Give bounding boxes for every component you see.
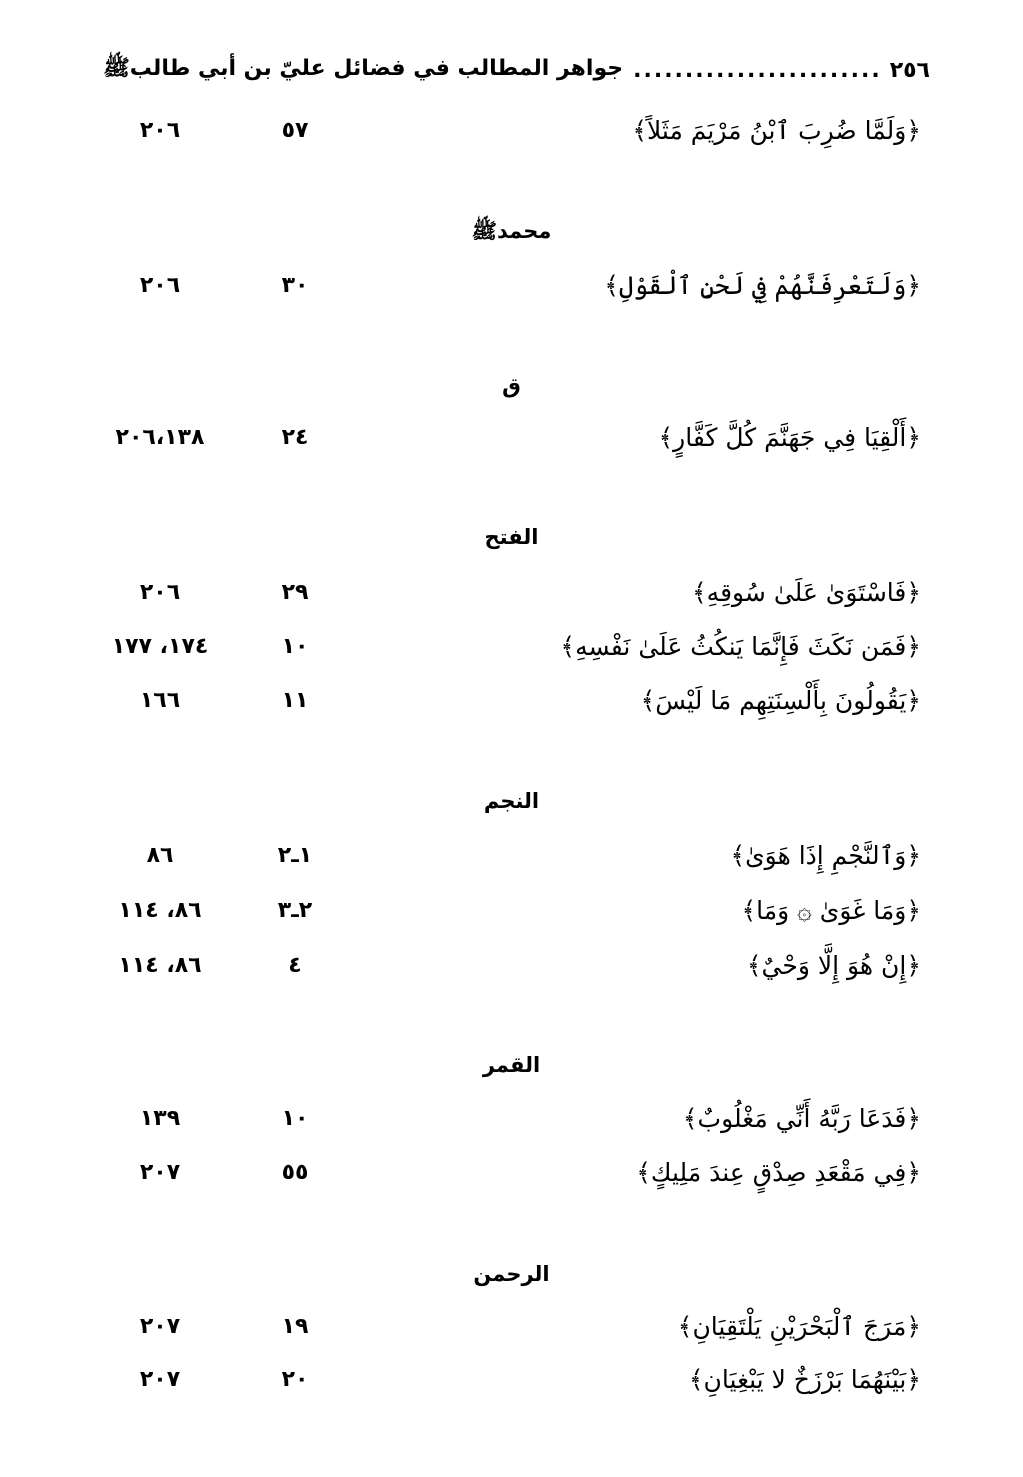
page-references: ١٣٩ (139, 1106, 181, 1131)
verse-text: ﴿فَمَن نَكَثَ فَإِنَّمَا يَنكُثُ عَلَىٰ نَفْسِهِ﴾ (560, 632, 921, 661)
verse-text: ﴿مَرَجَ ٱلْبَحْرَيْنِ يَلْتَقِيَانِ﴾ (677, 1312, 921, 1341)
verse-text: ﴿وَلَمَّا ضُرِبَ ٱبْنُ مَرْيَمَ مَثَلاً﴾ (632, 116, 921, 145)
surah-heading: الرحمن (473, 1262, 550, 1286)
verse-text: ﴿فِي مَقْعَدِ صِدْقٍ عِندَ مَلِيكٍ﴾ (636, 1158, 921, 1187)
ayah-number: ١٠ (281, 1106, 309, 1131)
surah-heading: محمدﷺ (471, 219, 552, 243)
page-references: ٨٦، ١١٤ (118, 898, 202, 923)
page-references: ٨٦، ١١٤ (118, 953, 202, 978)
index-row (0, 1312, 1023, 1356)
surah-heading: النجم (483, 789, 540, 813)
verse-text: ﴿وَمَا غَوَىٰ ۞ وَمَا﴾ (741, 896, 921, 925)
page-header (95, 50, 930, 90)
ayah-number: ٢٠ (281, 1367, 309, 1392)
index-row (0, 116, 1023, 160)
ayah-number: ٢٩ (281, 580, 309, 605)
surah-heading: القمر (482, 1053, 541, 1077)
page-number: ٢٥٦ (889, 57, 930, 83)
verse-text: ﴿وَٱلنَّجْمِ إِذَا هَوَىٰ﴾ (730, 841, 921, 870)
page-references: ٢٠٦ (139, 273, 181, 298)
ayah-number: ٢ـ٣ (277, 898, 313, 923)
index-row (0, 423, 1023, 467)
ayah-number: ٥٥ (281, 1160, 309, 1185)
ayah-number: ٣٠ (281, 273, 309, 298)
index-row (0, 271, 1023, 315)
index-row (0, 686, 1023, 730)
ayah-number: ٤ (288, 953, 302, 978)
page-references: ٢٠٦ (139, 580, 181, 605)
page-references: ٢٠٧ (139, 1160, 181, 1185)
ayah-number: ٥٧ (281, 118, 309, 143)
index-row (0, 896, 1023, 940)
index-row (0, 841, 1023, 885)
page-references: ٢٠٦،١٣٨ (115, 425, 205, 450)
header-leader-dots: ........................ (633, 57, 882, 83)
verse-text: ﴿وَلَتَعْرِفَنَّهُمْ فِي لَحْنِ ٱلْقَوْلِ﴾ (604, 271, 921, 300)
index-row (0, 951, 1023, 995)
book-title: جواهر المطالب في فضائل عليّ بن أبي طالبﷺ (103, 56, 624, 81)
surah-heading: الفتح (484, 525, 539, 549)
page-references: ٨٦ (146, 843, 174, 868)
page-references: ١٧٤، ١٧٧ (111, 634, 209, 659)
verse-text: ﴿فَاسْتَوَىٰ عَلَىٰ سُوقِهِ﴾ (692, 578, 921, 607)
index-row (0, 578, 1023, 622)
verse-text: ﴿فَدَعَا رَبَّهُ أَنِّي مَغْلُوبٌ﴾ (682, 1104, 921, 1133)
page-references: ٢٠٧ (139, 1367, 181, 1392)
verse-text: ﴿إِنْ هُوَ إِلَّا وَحْيٌ﴾ (746, 951, 921, 980)
ayah-number: ٢٤ (281, 425, 309, 450)
verse-text: ﴿بَيْنَهُمَا بَرْزَخٌ لا يَبْغِيَانِ﴾ (688, 1365, 921, 1394)
verse-text: ﴿يَقُولُونَ بِأَلْسِنَتِهِم مَا لَيْسَ﴾ (640, 686, 921, 715)
verse-text: ﴿أَلْقِيَا فِي جَهَنَّمَ كُلَّ كَفَّارٍ﴾ (658, 423, 921, 452)
surah-heading: ق (502, 374, 521, 398)
index-row (0, 1365, 1023, 1409)
ayah-number: ١٠ (281, 634, 309, 659)
page-references: ٢٠٦ (139, 118, 181, 143)
page-references: ١٦٦ (139, 688, 181, 713)
index-row (0, 632, 1023, 676)
ayah-number: ١ـ٢ (277, 843, 313, 868)
index-row (0, 1158, 1023, 1202)
ayah-number: ١١ (281, 688, 309, 713)
index-row (0, 1104, 1023, 1148)
page-references: ٢٠٧ (139, 1314, 181, 1339)
ayah-number: ١٩ (281, 1314, 309, 1339)
